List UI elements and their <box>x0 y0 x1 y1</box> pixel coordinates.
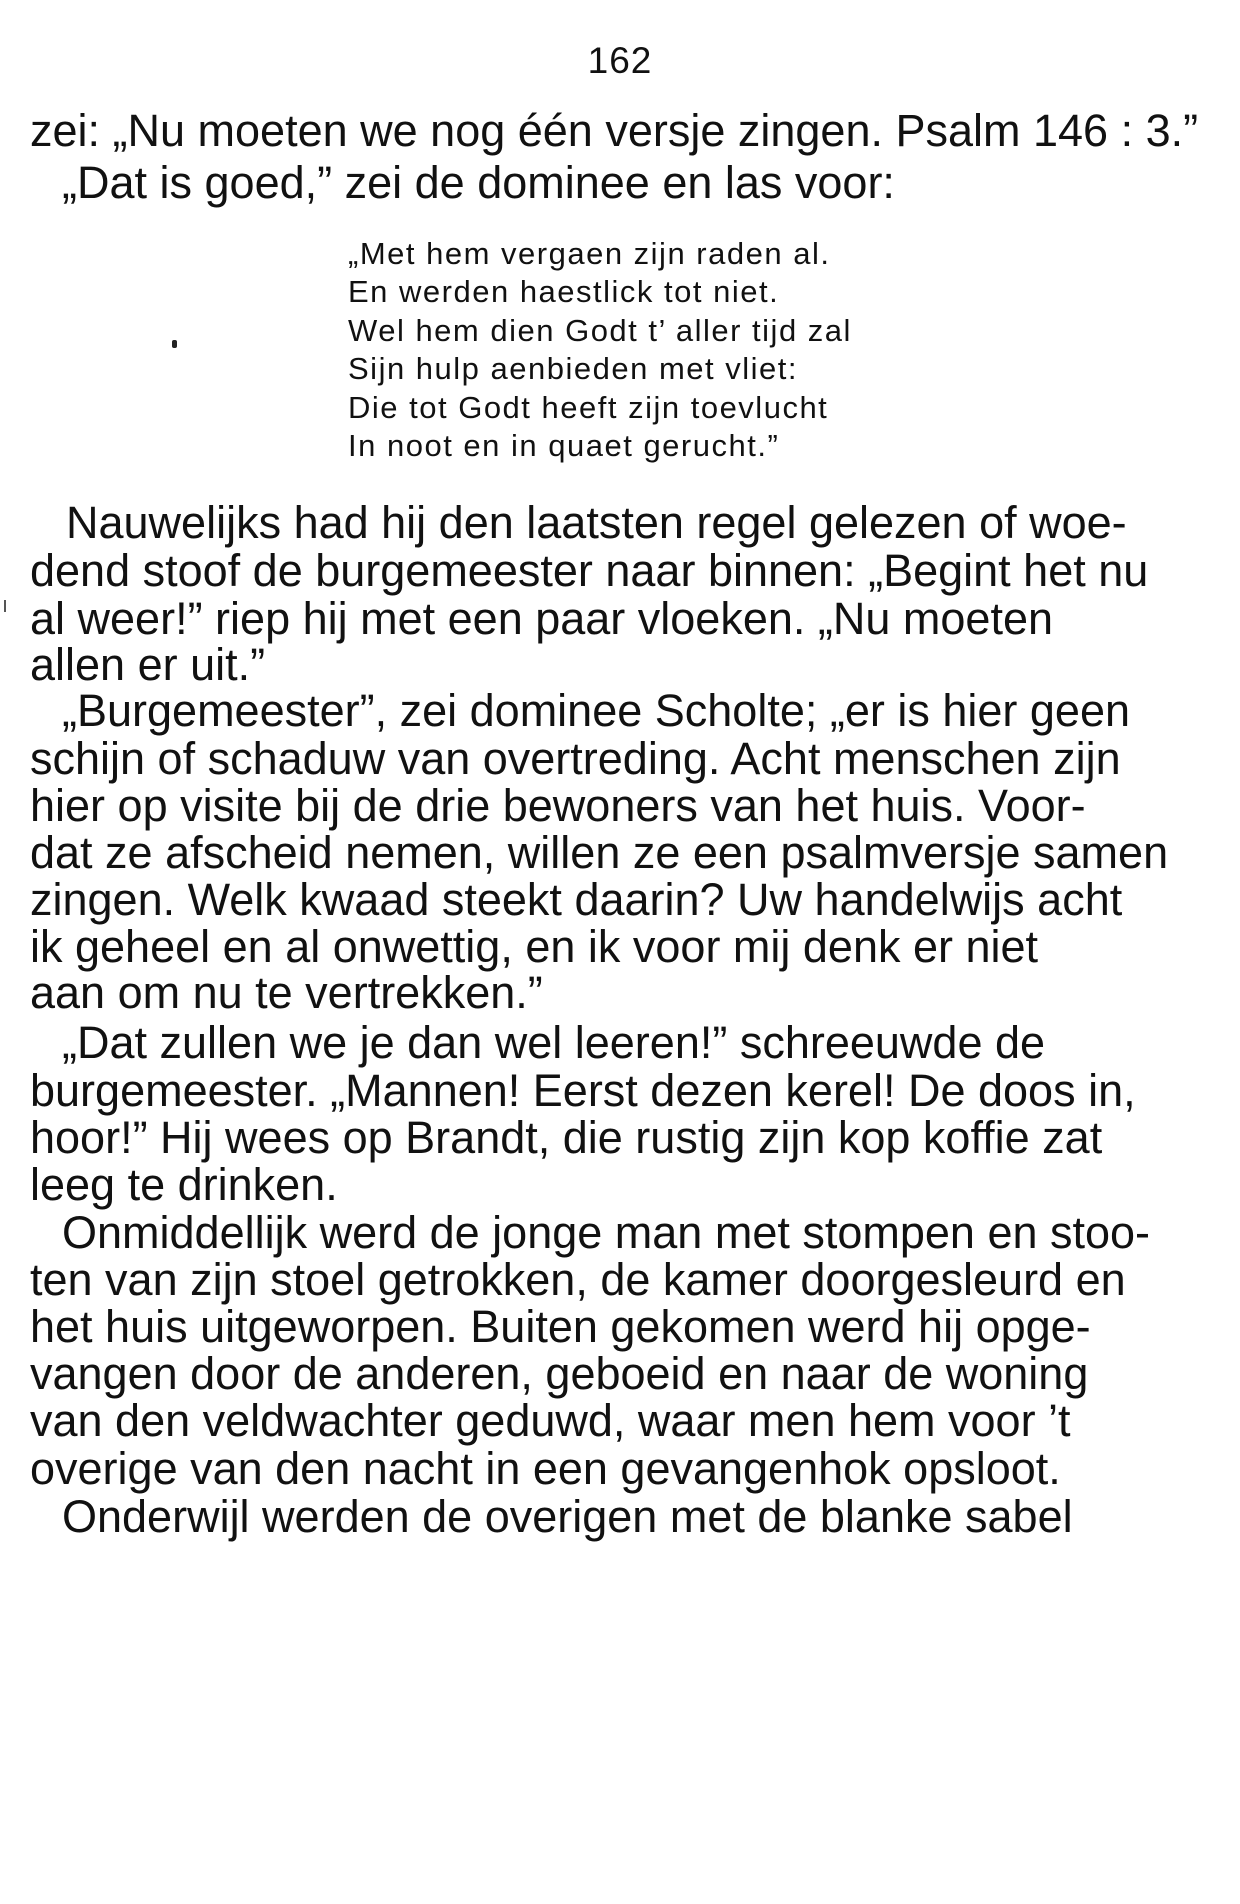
text-line: zingen. Welk kwaad steekt daarin? Uw handelwijs acht <box>30 874 1123 925</box>
text-line: allen er uit.” <box>30 639 266 690</box>
text-line: schijn of schaduw van overtreding. Acht menschen zijn <box>30 733 1121 784</box>
text-line: hier op visite bij de drie bewoners van het huis. Voor- <box>30 780 1086 831</box>
text-line: vangen door de anderen, geboeid en naar de woning <box>30 1348 1089 1399</box>
text-line: zei: „Nu moeten we nog één versje zingen. Psalm 146 : 3.” <box>30 105 1199 156</box>
text-line: ik geheel en al onwettig, en ik voor mij denk er niet <box>30 921 1039 972</box>
page-number: 162 <box>587 40 653 81</box>
text-line: dat ze afscheid nemen, willen ze een psalmversje samen <box>30 827 1169 878</box>
text-line: aan om nu te vertrekken.” <box>30 967 543 1018</box>
text-line: Onderwijl werden de overigen met de blanke sabel <box>62 1491 1073 1542</box>
text-line: „Dat zullen we je dan wel leeren!” schreeuwde de <box>62 1017 1046 1068</box>
verse-line: „Met hem vergaen zijn raden al. <box>348 236 831 271</box>
text-line: ten van zijn stoel getrokken, de kamer doorgesleurd en <box>30 1254 1126 1305</box>
text-line: al weer!” riep hij met een paar vloeken. „Nu moeten <box>30 593 1054 644</box>
text-line: overige van den nacht in een gevangenhok opsloot. <box>30 1443 1061 1494</box>
text-line: van den veldwachter geduwd, waar men hem voor ’t <box>30 1395 1071 1446</box>
verse-line: In noot en in quaet gerucht.” <box>348 428 780 463</box>
text-line: leeg te drinken. <box>30 1159 338 1210</box>
verse-line: Sijn hulp aenbieden met vliet: <box>348 351 798 386</box>
verse-line: Wel hem dien Godt t’ aller tijd zal <box>348 313 852 348</box>
text-line: „Burgemeester”, zei dominee Scholte; „er is hier geen <box>62 685 1131 736</box>
text-line: dend stoof de burgemeester naar binnen: „Begint het nu <box>30 545 1149 596</box>
text-line: burgemeester. „Mannen! Eerst dezen kerel! De doos in, <box>30 1065 1136 1116</box>
text-line: Nauwelijks had hij den laatsten regel gelezen of woe- <box>66 497 1127 548</box>
text-line: Onmiddellijk werd de jonge man met stompen en stoo- <box>62 1207 1151 1258</box>
verse-line: En werden haestlick tot niet. <box>348 274 780 309</box>
verse-line: Die tot Godt heeft zijn toevlucht <box>348 390 829 425</box>
text-line: hoor!” Hij wees op Brandt, die rustig zijn kop koffie zat <box>30 1112 1103 1163</box>
margin-mark <box>4 600 6 612</box>
print-speck <box>172 340 177 348</box>
text-line: „Dat is goed,” zei de dominee en las voor: <box>62 157 895 208</box>
text-line: het huis uitgeworpen. Buiten gekomen werd hij opge- <box>30 1301 1091 1352</box>
